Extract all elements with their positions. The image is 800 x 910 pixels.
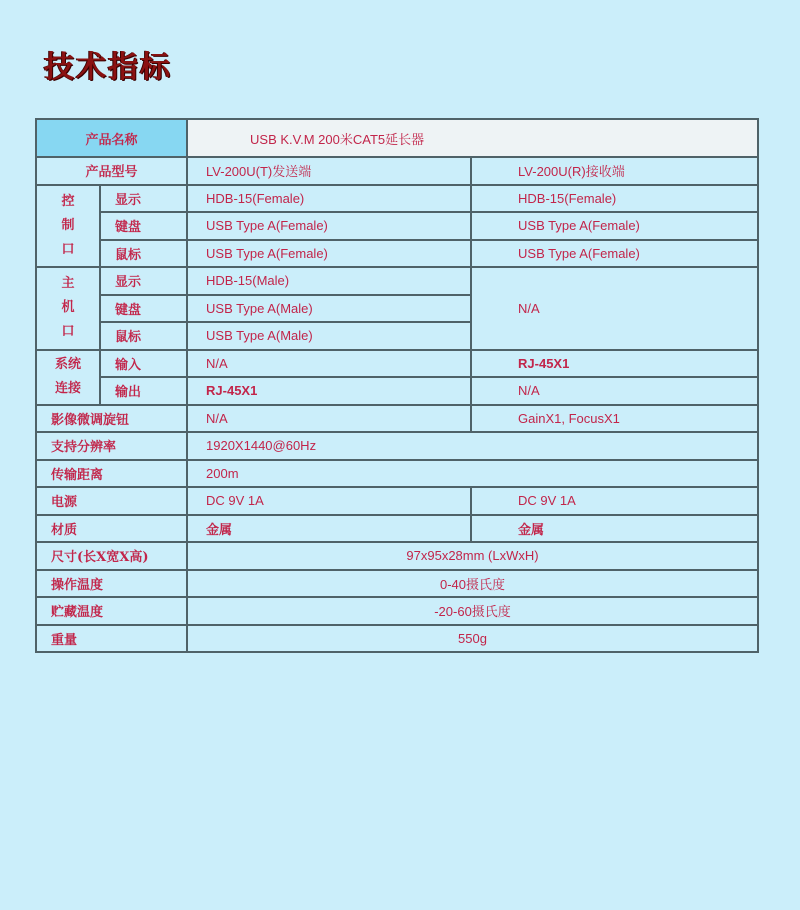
size-label: 尺寸(长X宽X高): [36, 542, 187, 570]
model-row: [36, 157, 758, 185]
sub-label: 显示: [100, 267, 187, 295]
material-rx: 金属: [471, 515, 758, 543]
system-connect-row: [36, 350, 758, 378]
storage-temp-row: [36, 597, 758, 625]
video-knob-row: [36, 405, 758, 433]
model-tx: LV-200U(T)发送端: [187, 157, 471, 185]
sub-label: 键盘: [100, 212, 187, 240]
sub-label: 显示: [100, 185, 187, 213]
sub-label: 输入: [100, 350, 187, 378]
weight-row: [36, 625, 758, 653]
control-port-label: 控 制 口: [36, 185, 100, 268]
resolution-label: 支持分辨率: [36, 432, 187, 460]
input-tx: N/A: [187, 350, 471, 378]
sub-label: 键盘: [100, 295, 187, 323]
host-keyboard-tx: USB Type A(Male): [187, 295, 471, 323]
resolution-row: [36, 432, 758, 460]
video-knob-rx: GainX1, FocusX1: [471, 405, 758, 433]
size-row: [36, 542, 758, 570]
output-rx: N/A: [471, 377, 758, 405]
resolution-value: 1920X1440@60Hz: [187, 432, 758, 460]
op-temp-value: 0-40摄氏度: [187, 570, 758, 598]
product-name-label: 产品名称: [36, 119, 187, 157]
sub-label: 输出: [100, 377, 187, 405]
model-label: 产品型号: [36, 157, 187, 185]
product-name-row: [36, 119, 758, 157]
input-rx: RJ-45X1: [471, 350, 758, 378]
system-connect-label: 系统 连接: [36, 350, 100, 405]
op-temp-row: [36, 570, 758, 598]
video-knob-tx: N/A: [187, 405, 471, 433]
spec-table: [35, 118, 759, 653]
op-temp-label: 操作温度: [36, 570, 187, 598]
control-keyboard-tx: USB Type A(Female): [187, 212, 471, 240]
power-rx: DC 9V 1A: [471, 487, 758, 515]
material-row: [36, 515, 758, 543]
video-knob-label: 影像微调旋钮: [36, 405, 187, 433]
distance-value: 200m: [187, 460, 758, 488]
model-rx: LV-200U(R)接收端: [471, 157, 758, 185]
output-tx: RJ-45X1: [187, 377, 471, 405]
host-port-row: [36, 267, 758, 295]
host-port-label: 主 机 口: [36, 267, 100, 350]
system-connect-row: [36, 377, 758, 405]
control-display-tx: HDB-15(Female): [187, 185, 471, 213]
storage-temp-label: 贮藏温度: [36, 597, 187, 625]
control-port-row: [36, 240, 758, 268]
storage-temp-value: -20-60摄氏度: [187, 597, 758, 625]
control-mouse-rx: USB Type A(Female): [471, 240, 758, 268]
weight-label: 重量: [36, 625, 187, 653]
sub-label: 鼠标: [100, 240, 187, 268]
power-row: [36, 487, 758, 515]
control-port-row: [36, 185, 758, 213]
page-heading: 技术指标: [44, 50, 172, 85]
weight-value: 550g: [187, 625, 758, 653]
host-display-tx: HDB-15(Male): [187, 267, 471, 295]
host-port-rx: N/A: [471, 267, 758, 350]
size-value: 97x95x28mm (LxWxH): [187, 542, 758, 570]
product-name-value: USB K.V.M 200米CAT5延长器: [187, 119, 758, 157]
distance-row: [36, 460, 758, 488]
control-port-row: [36, 212, 758, 240]
material-label: 材质: [36, 515, 187, 543]
control-display-rx: HDB-15(Female): [471, 185, 758, 213]
control-keyboard-rx: USB Type A(Female): [471, 212, 758, 240]
control-mouse-tx: USB Type A(Female): [187, 240, 471, 268]
material-tx: 金属: [187, 515, 471, 543]
power-label: 电源: [36, 487, 187, 515]
distance-label: 传输距离: [36, 460, 187, 488]
host-mouse-tx: USB Type A(Male): [187, 322, 471, 350]
sub-label: 鼠标: [100, 322, 187, 350]
power-tx: DC 9V 1A: [187, 487, 471, 515]
